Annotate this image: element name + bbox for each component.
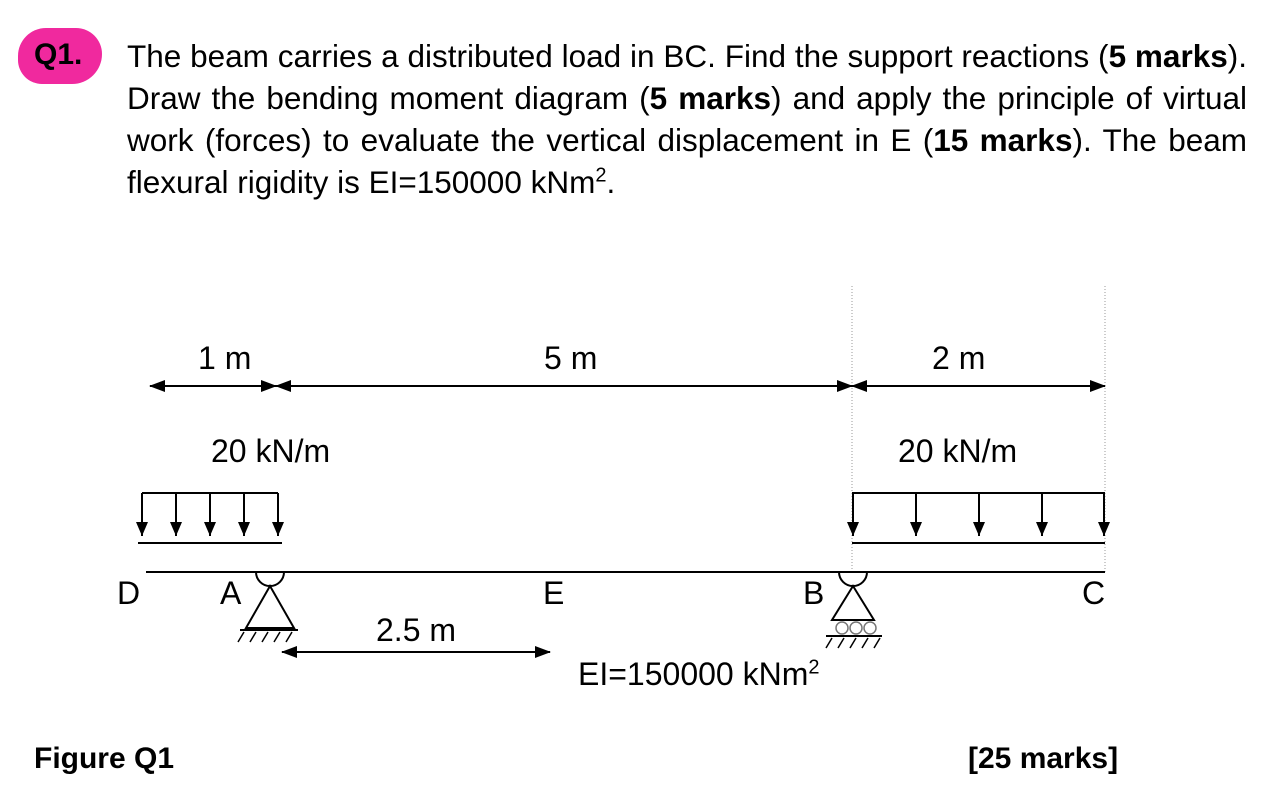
question-text-part: ). Draw the bending moment diagram ( <box>127 38 1247 116</box>
point-label-e: E <box>543 575 565 611</box>
rigidity-text: EI=150000 kNm <box>578 656 809 692</box>
roller-support-b <box>826 572 882 648</box>
question-text-part: ) and apply the principle of virtual work (forces) to evaluate the vertical displacement in E ( <box>127 80 1247 158</box>
question-text-part: ). The beam flexural rigidity is EI=150000 kNm <box>127 122 1247 200</box>
question-text-part: . <box>606 164 616 200</box>
superscript: 2 <box>808 656 820 679</box>
question-text-part: The beam carries a distributed load in BC. Find the support reactions ( <box>127 38 1109 74</box>
load-label-right: 20 kN/m <box>898 433 1018 469</box>
question-number: Q1. <box>34 38 83 71</box>
distributed-load-right <box>852 493 1105 543</box>
dimension-label-bc: 2 m <box>932 340 986 376</box>
load-label-left: 20 kN/m <box>211 433 331 469</box>
superscript: 2 <box>595 164 607 187</box>
point-label-c: C <box>1082 575 1106 611</box>
figure-caption: Figure Q1 <box>34 742 175 775</box>
dimension-label-da: 1 m <box>198 340 252 376</box>
marks-displacement: 15 marks <box>933 122 1073 158</box>
dimension-label-ae: 2.5 m <box>376 612 457 648</box>
point-label-a: A <box>220 575 242 611</box>
rigidity-label <box>578 656 819 693</box>
point-label-d: D <box>117 575 141 611</box>
pin-support-a <box>238 572 298 642</box>
marks-moment-diagram: 5 marks <box>649 80 772 116</box>
point-label-b: B <box>803 575 825 611</box>
dimension-label-ab: 5 m <box>544 340 598 376</box>
distributed-load-left <box>138 493 282 543</box>
marks-reactions: 5 marks <box>1108 38 1228 74</box>
total-marks: [25 marks] <box>968 742 1119 775</box>
